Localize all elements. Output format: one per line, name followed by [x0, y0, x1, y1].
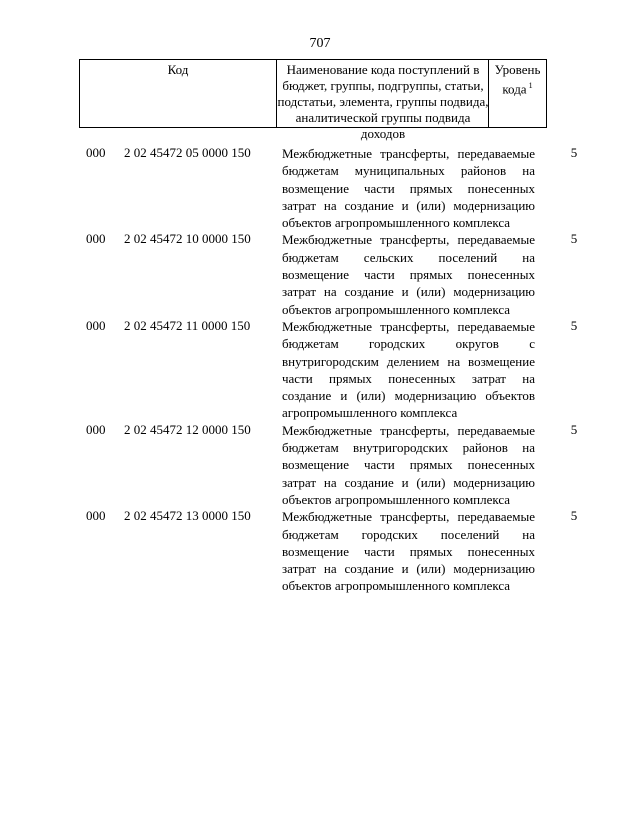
row-prefix: 000 [86, 231, 106, 247]
row-level: 5 [570, 421, 578, 437]
row-level: 5 [570, 508, 578, 524]
row-prefix: 000 [86, 421, 106, 437]
row-name: Межбюджетные трансферты, передаваемые бюджетам внутригородских районов на возмещение части прямых понесенных затрат на создание и (или) модернизацию объектов агропромышленного комплекса [282, 422, 535, 507]
row-code: 2 02 45472 12 0000 150 [124, 421, 251, 437]
page-number: 707 [309, 36, 331, 51]
row-level: 5 [570, 145, 578, 160]
table-body [0, 145, 640, 595]
row-code: 2 02 45472 11 0000 150 [124, 317, 251, 333]
row-prefix: 000 [86, 508, 106, 524]
row-prefix: 000 [86, 145, 106, 160]
table-row [0, 422, 640, 508]
row-name: Межбюджетные трансферты, передаваемые бюджетам городских округов с внутригородским делением на возмещение части прямых понесенных затрат на создание и (или) модернизацию объектов агропромышленного комплекса [282, 318, 535, 421]
table-row [0, 145, 640, 231]
row-code: 2 02 45472 13 0000 150 [124, 508, 251, 524]
table-row [0, 318, 640, 422]
header-code: Код [167, 62, 189, 77]
table-header [79, 59, 547, 141]
row-code: 2 02 45472 10 0000 150 [124, 231, 251, 247]
table-row [0, 231, 640, 317]
header-level-footnote: 1 [528, 81, 533, 90]
table-row [0, 508, 640, 594]
row-code: 2 02 45472 05 0000 150 [124, 145, 251, 160]
row-name: Межбюджетные трансферты, передаваемые бюджетам сельских поселений на возмещение части прямых понесенных затрат на создание и (или) модернизацию объектов агропромышленного комплекса [282, 232, 535, 317]
row-name: Межбюджетные трансферты, передаваемые бюджетам муниципальных районов на возмещение части прямых понесенных затрат на создание и (или) модернизацию объектов агропромышленного комплекса [282, 146, 535, 231]
row-prefix: 000 [86, 317, 106, 333]
row-level: 5 [570, 317, 578, 333]
header-name: Наименование кода поступлений в бюджет, группы, подгруппы, статьи, подстатьи, элемента, группы подвида, аналитической группы подвида доходов [277, 62, 489, 141]
header-level-label: Уровень кода [494, 62, 541, 97]
row-level: 5 [570, 231, 578, 247]
header-level [488, 60, 546, 127]
row-name: Межбюджетные трансферты, передаваемые бюджетам городских поселений на возмещение части прямых понесенных затрат на создание и (или) модернизацию объектов агропромышленного комплекса [282, 509, 535, 594]
